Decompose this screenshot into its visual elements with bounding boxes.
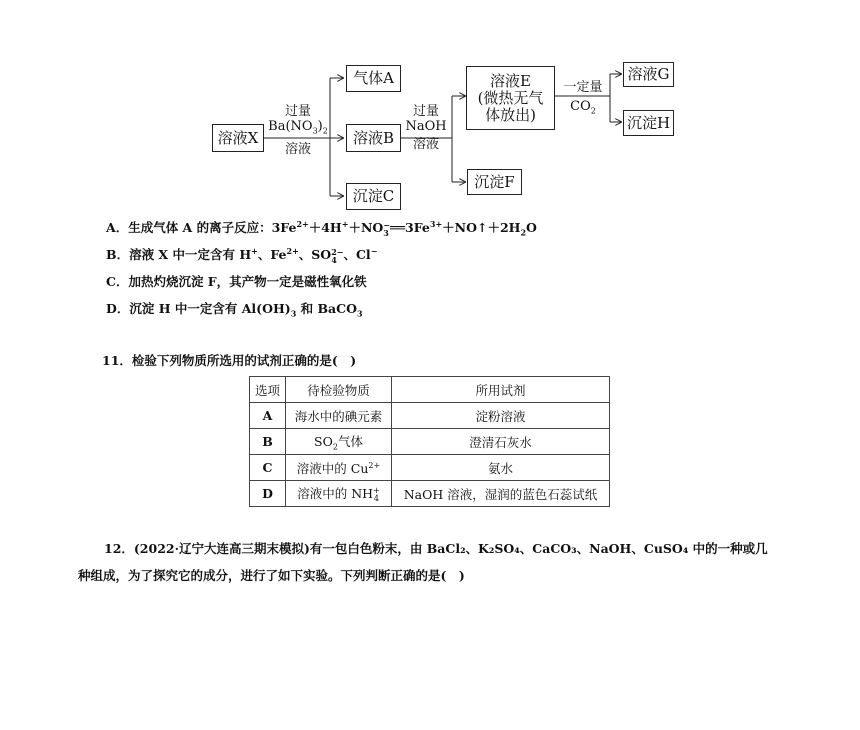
option-b-sup1: + [251,245,258,256]
solution-e-line1: 溶液E [490,71,531,90]
reagent1-label [265,104,331,157]
row-c-substance-sup: 2+ [368,460,381,470]
header-reagent: 所用试剂 [392,377,610,403]
table-row [250,455,610,481]
row-a-substance: 海水中的碘元素 [286,403,392,429]
option-d-sub1: 3 [290,308,297,319]
row-b-substance-tail: 气体 [337,433,363,449]
option-b-t1: 、Fe [257,247,287,262]
option-a-t3: ══3Fe [389,220,430,235]
option-d-t1: 和 BaCO [296,301,357,316]
box-precipitate-c: 沉淀C [346,183,401,210]
row-d-substance [286,481,392,507]
row-a-option: A [250,403,286,429]
reagent3-sub: 2 [590,106,596,116]
row-d-substance-main: 溶液中的 NH [297,486,374,502]
table-row [250,403,610,429]
reagent1-top: 过量 [284,104,311,119]
option-a-t1: ＋4H [308,220,342,235]
row-b-substance-sub: 2 [332,442,338,452]
reagent1-mid: Ba(NO [268,119,313,134]
option-b-t3: 、Cl [343,247,371,262]
q12-line2: 种组成，为了探究它的成分，进行了如下实验。下列判断正确的是( ) [78,568,465,583]
row-c-reagent: 氨水 [392,455,610,481]
option-b-sub3: 4 [331,254,337,265]
box-precipitate-f: 沉淀F [467,169,522,195]
row-d-reagent: NaOH 溶液，湿润的蓝色石蕊试纸 [392,481,610,507]
row-d-substance-sub: 4 [373,493,379,503]
q12-line1: 12．(2022·辽宁大连高三期末模拟)有一包白色粉末，由 BaCl₂、K₂SO₄、CaCO₃、NaOH、CuSO₄ 中的一种或几 [104,541,768,556]
reagent3-top: 一定量 [563,80,603,95]
reagent3-mid: CO [570,99,591,114]
reagent2-bottom: 溶液 [412,137,439,152]
option-b-sup4: − [370,245,378,256]
option-a-sub3: 3 [383,227,389,238]
header-substance: 待检验物质 [286,377,392,403]
reagent1-sub2: 2 [322,126,328,136]
row-c-option: C [250,455,286,481]
option-a-sub5: 2 [520,227,527,238]
reagent2-top: 过量 [412,104,439,119]
table-row [250,429,610,455]
row-b-substance [286,429,392,455]
box-precipitate-h: 沉淀H [623,110,674,136]
option-a-sup2: + [341,218,349,229]
header-option: 选项 [250,377,286,403]
q11-title: 11．检验下列物质所选用的试剂正确的是( ) [102,353,357,368]
reagent1-close: ) [317,119,323,134]
row-a-reagent: 淀粉溶液 [392,403,610,429]
row-b-option: B [250,429,286,455]
row-b-substance-main: SO [314,433,333,449]
box-solution-b: 溶液B [346,124,401,152]
reagent1-formula [265,119,331,139]
row-c-substance-main: 溶液中的 Cu [296,460,369,476]
reagent2-label [401,104,451,152]
solution-e-line2: (微热无气 [477,88,544,107]
option-a-t5: O [526,220,537,235]
option-b-prefix: B．溶液 X 中一定含有 H [106,247,252,262]
option-c: C．加热灼烧沉淀 F，其产物一定是磁性氧化铁 [106,274,367,289]
row-d-option: D [250,481,286,507]
reagent2-mid: NaOH [405,119,447,134]
row-b-reagent: 澄清石灰水 [392,429,610,455]
option-a-sup3: − [383,219,390,230]
option-d-prefix: D．沉淀 H 中一定含有 Al(OH) [106,301,291,316]
option-b-sup2: 2+ [286,245,299,256]
reagent-table [249,376,610,507]
option-a-t2: ＋NO [348,220,384,235]
option-b-sup3: 2− [331,246,344,257]
option-a-t4: ＋NO↑＋2H [442,220,521,235]
box-solution-g: 溶液G [623,62,674,87]
box-gas-a: 气体A [346,65,401,92]
row-c-substance [286,455,392,481]
solution-e-line3: 体放出) [485,105,536,124]
option-d [106,299,363,319]
option-a [106,218,537,238]
reagent3-formula [556,99,610,119]
table-row [250,481,610,507]
reagent1-bottom: 溶液 [284,141,311,157]
row-d-substance-sup: + [373,485,380,495]
option-d-sub2: 3 [356,308,363,319]
reagent1-sub: 3 [312,126,318,136]
option-a-sup1: 2+ [296,218,309,229]
table-header-row [250,377,610,403]
option-a-sup4: 3+ [429,218,443,229]
box-solution-e [466,66,555,130]
option-a-prefix: A．生成气体 A 的离子反应：3Fe [106,220,297,235]
option-b [106,245,377,264]
option-b-t2: 、SO [298,247,332,262]
reagent3-label [556,80,610,119]
flowchart [212,60,674,212]
box-solution-x: 溶液X [212,124,264,152]
